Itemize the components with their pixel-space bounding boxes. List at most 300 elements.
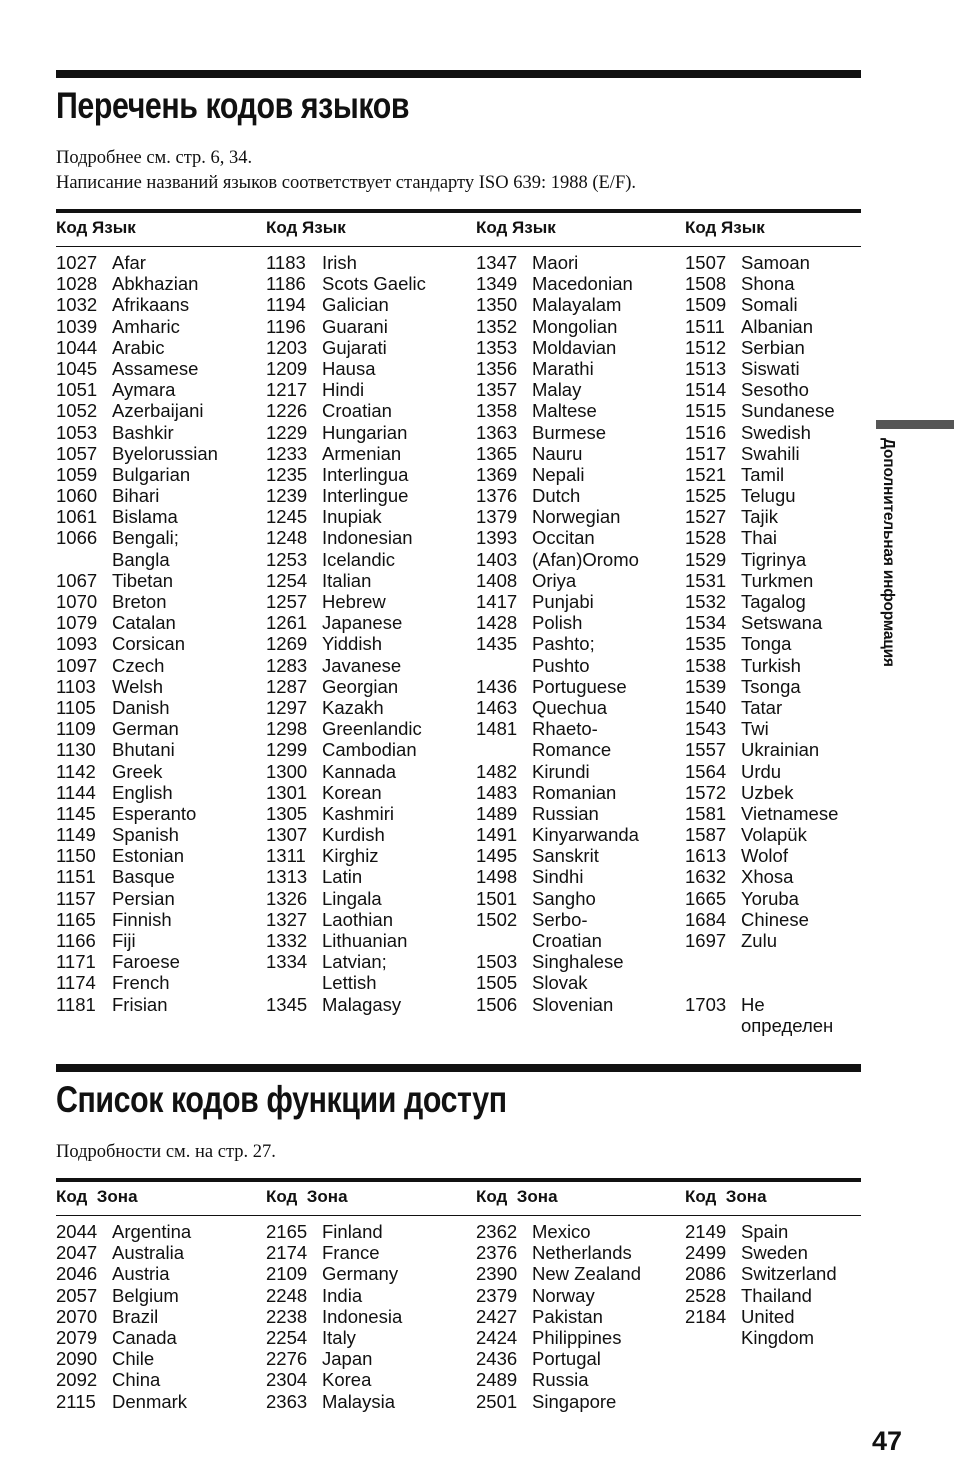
row-name: Hebrew xyxy=(322,591,386,612)
row-name: Polish xyxy=(532,612,583,634)
row-code: 1517 xyxy=(685,442,727,464)
row-name: Malaysia xyxy=(322,1390,395,1412)
table-row xyxy=(476,527,681,548)
table-row xyxy=(685,316,890,337)
row-name: Latvian; xyxy=(322,951,387,973)
table-row xyxy=(685,1263,890,1284)
table-row xyxy=(476,464,681,485)
languages-col-header: Код Язык xyxy=(266,218,346,237)
row-name: Shona xyxy=(741,273,795,295)
access-col-header: Код Зона xyxy=(685,1187,767,1206)
section-title-languages: Перечень кодов языков xyxy=(56,85,410,126)
row-code: 1376 xyxy=(476,485,518,507)
row-code: 1527 xyxy=(685,506,727,528)
table-row xyxy=(476,294,681,315)
row-code: 2390 xyxy=(476,1263,518,1285)
side-tab-label-text: Дополнительная информация xyxy=(880,438,897,667)
row-name: Uzbek xyxy=(741,781,794,803)
row-code: 1311 xyxy=(266,845,306,867)
table-row xyxy=(266,316,471,337)
table-row xyxy=(266,782,471,803)
table-row xyxy=(56,443,261,464)
table-row xyxy=(476,951,681,972)
row-name: Sundanese xyxy=(741,400,835,422)
table-row xyxy=(266,464,471,485)
table-row xyxy=(266,951,471,972)
row-name: Italy xyxy=(322,1326,356,1348)
row-code: 1581 xyxy=(685,802,727,824)
row-code: 1145 xyxy=(56,802,96,824)
table-row xyxy=(56,909,261,930)
row-name: Thailand xyxy=(741,1284,812,1306)
row-code: 1538 xyxy=(685,654,727,676)
row-code: 1463 xyxy=(476,696,518,718)
table-row xyxy=(56,422,261,443)
row-name: Malay xyxy=(532,379,582,401)
row-code: 2046 xyxy=(56,1263,98,1285)
row-name: Esperanto xyxy=(112,802,197,824)
row-code: 1508 xyxy=(685,273,727,295)
access-table-top-rule xyxy=(56,1178,861,1182)
row-name: Bangla xyxy=(112,548,170,570)
row-code: 1305 xyxy=(266,802,308,824)
row-code: 1066 xyxy=(56,527,98,549)
row-name: Inupiak xyxy=(322,506,382,528)
row-name: Rhaeto- xyxy=(532,718,598,740)
table-row xyxy=(56,379,261,400)
row-code: 1684 xyxy=(685,908,727,930)
row-code: 1313 xyxy=(266,866,308,888)
row-code: 1515 xyxy=(685,400,727,422)
row-name: Guarani xyxy=(322,315,388,337)
row-name: Croatian xyxy=(532,930,602,951)
row-name: Australia xyxy=(112,1242,184,1264)
row-code: 1209 xyxy=(266,357,308,379)
row-name: Turkmen xyxy=(741,569,814,591)
row-name: Bulgarian xyxy=(112,463,191,485)
row-code: 1417 xyxy=(476,591,518,612)
row-code: 1235 xyxy=(266,463,308,485)
table-row xyxy=(266,358,471,379)
row-code: 1183 xyxy=(266,252,306,273)
row-name: Telugu xyxy=(741,485,796,507)
row-code: 1257 xyxy=(266,591,308,612)
row-name: Albanian xyxy=(741,315,814,337)
table-row xyxy=(476,845,681,866)
table-row xyxy=(685,443,890,464)
table-row xyxy=(266,506,471,527)
row-name: Singhalese xyxy=(532,951,624,973)
table-row xyxy=(685,506,890,527)
row-name: Norway xyxy=(532,1284,595,1306)
table-row xyxy=(476,866,681,887)
table-row xyxy=(56,739,261,760)
table-row xyxy=(685,252,890,273)
row-name: Bislama xyxy=(112,506,178,528)
table-row xyxy=(56,930,261,951)
table-row xyxy=(685,400,890,421)
row-code: 1393 xyxy=(476,527,518,549)
table-row xyxy=(56,951,261,972)
row-code: 1248 xyxy=(266,527,308,549)
row-code: 1105 xyxy=(56,696,96,718)
row-code: 1531 xyxy=(685,569,727,591)
table-row xyxy=(56,676,261,697)
side-tab-marker xyxy=(876,420,954,429)
table-row xyxy=(266,1369,471,1390)
table-row xyxy=(56,1348,261,1369)
row-code: 1379 xyxy=(476,506,518,528)
row-code: 1298 xyxy=(266,718,308,740)
table-row xyxy=(476,506,681,527)
row-name: Kurdish xyxy=(322,824,385,846)
table-row xyxy=(685,888,890,909)
row-code: 1703 xyxy=(685,993,727,1015)
table-row xyxy=(266,294,471,315)
row-name: Tajik xyxy=(741,506,779,528)
table-row xyxy=(476,316,681,337)
row-code: 1061 xyxy=(56,506,98,528)
table-row xyxy=(266,252,471,273)
row-name: Byelorussian xyxy=(112,442,218,464)
row-code: 1358 xyxy=(476,400,518,422)
row-name: Welsh xyxy=(112,675,164,697)
table-row xyxy=(685,1242,890,1263)
row-name: Portuguese xyxy=(532,675,627,697)
row-name: Thai xyxy=(741,527,777,549)
row-code: 1498 xyxy=(476,866,518,888)
row-name: Punjabi xyxy=(532,591,594,612)
row-code: 2086 xyxy=(685,1263,727,1285)
table-row xyxy=(56,761,261,782)
row-name: French xyxy=(112,972,170,994)
table-row xyxy=(266,570,471,591)
table-row xyxy=(685,1015,890,1036)
table-row xyxy=(56,612,261,633)
row-code: 1067 xyxy=(56,569,98,591)
row-name: Chinese xyxy=(741,908,809,930)
row-name: Bashkir xyxy=(112,421,174,443)
table-row xyxy=(266,1327,471,1348)
row-name: Argentina xyxy=(112,1221,192,1242)
row-code: 2376 xyxy=(476,1242,518,1264)
table-row xyxy=(56,824,261,845)
row-code: 1057 xyxy=(56,442,98,464)
table-row xyxy=(476,1391,681,1412)
table-row xyxy=(476,1285,681,1306)
languages-col-header: Код Язык xyxy=(56,218,136,237)
row-name: Frisian xyxy=(112,993,168,1015)
row-name: Spain xyxy=(741,1221,789,1242)
row-code: 2379 xyxy=(476,1284,518,1306)
row-name: Amharic xyxy=(112,315,180,337)
row-name: Maori xyxy=(532,252,579,273)
row-code: 1196 xyxy=(266,315,306,337)
table-row xyxy=(685,464,890,485)
row-name: Indonesian xyxy=(322,527,413,549)
row-code: 1028 xyxy=(56,273,98,295)
row-name: Mexico xyxy=(532,1221,591,1242)
table-row xyxy=(685,591,890,612)
row-code: 2528 xyxy=(685,1284,727,1306)
row-name: Oriya xyxy=(532,569,577,591)
row-name: Siswati xyxy=(741,357,800,379)
table-row xyxy=(266,676,471,697)
row-code: 1150 xyxy=(56,845,96,867)
table-row xyxy=(56,1263,261,1284)
row-code: 1032 xyxy=(56,294,98,316)
row-code: 1525 xyxy=(685,485,727,507)
access-header-rule xyxy=(56,1215,861,1216)
table-row xyxy=(56,972,261,993)
row-name: Norwegian xyxy=(532,506,621,528)
row-code: 1253 xyxy=(266,548,308,570)
row-code: 1436 xyxy=(476,675,518,697)
row-code: 2238 xyxy=(266,1305,308,1327)
table-row xyxy=(685,697,890,718)
row-name: Brazil xyxy=(112,1305,159,1327)
table-row xyxy=(685,570,890,591)
row-name: Singapore xyxy=(532,1390,617,1412)
table-row xyxy=(266,1391,471,1412)
row-name: Arabic xyxy=(112,336,165,358)
row-name: Icelandic xyxy=(322,548,396,570)
table-row xyxy=(56,570,261,591)
row-name: Spanish xyxy=(112,824,179,846)
table-row xyxy=(685,633,890,654)
row-name: Lithuanian xyxy=(322,930,408,951)
table-row xyxy=(266,1306,471,1327)
row-code: 1233 xyxy=(266,442,308,464)
row-code: 1506 xyxy=(476,993,518,1015)
table-row xyxy=(476,1327,681,1348)
table-row xyxy=(266,1221,471,1242)
row-code: 1332 xyxy=(266,930,308,951)
row-name: Urdu xyxy=(741,760,782,782)
row-code: 1053 xyxy=(56,421,98,443)
row-name: определен xyxy=(741,1014,834,1036)
row-code: 1052 xyxy=(56,400,98,422)
row-code: 1070 xyxy=(56,591,98,612)
row-name: Portugal xyxy=(532,1348,601,1370)
row-code: 2276 xyxy=(266,1348,308,1370)
row-code: 1528 xyxy=(685,527,727,549)
row-name: Switzerland xyxy=(741,1263,837,1285)
table-row xyxy=(266,739,471,760)
row-name: Philippines xyxy=(532,1326,622,1348)
row-name: Aymara xyxy=(112,379,176,401)
row-name: Faroese xyxy=(112,951,180,973)
row-code: 1203 xyxy=(266,336,308,358)
table-row xyxy=(266,866,471,887)
access-intro: Подробности см. на стр. 27. xyxy=(56,1142,276,1162)
row-name: Somali xyxy=(741,294,798,316)
row-name: Zulu xyxy=(741,930,777,951)
row-code: 2499 xyxy=(685,1242,727,1264)
row-name: Armenian xyxy=(322,442,402,464)
table-row xyxy=(266,337,471,358)
table-row xyxy=(476,1263,681,1284)
row-name: Japanese xyxy=(322,612,403,634)
row-name: Netherlands xyxy=(532,1242,632,1264)
table-row xyxy=(476,273,681,294)
table-row xyxy=(56,655,261,676)
row-code: 2489 xyxy=(476,1369,518,1391)
table-row xyxy=(56,845,261,866)
row-code: 1149 xyxy=(56,824,96,846)
row-code: 1109 xyxy=(56,718,96,740)
row-name: Tsonga xyxy=(741,675,801,697)
row-name: Chile xyxy=(112,1348,155,1370)
table-row xyxy=(266,761,471,782)
row-code: 1352 xyxy=(476,315,518,337)
row-name: Austria xyxy=(112,1263,170,1285)
table-row xyxy=(56,549,261,570)
table-row xyxy=(476,337,681,358)
row-code: 1532 xyxy=(685,591,727,612)
table-row xyxy=(266,697,471,718)
table-row xyxy=(266,972,471,993)
row-code: 1482 xyxy=(476,760,518,782)
languages-column xyxy=(266,252,471,1015)
section-title-access: Список кодов функции доступ xyxy=(56,1079,507,1120)
table-row xyxy=(266,633,471,654)
row-code: 2149 xyxy=(685,1221,727,1242)
row-code: 1534 xyxy=(685,612,727,634)
row-name: Malagasy xyxy=(322,993,402,1015)
table-row xyxy=(476,697,681,718)
row-code: 1144 xyxy=(56,781,96,803)
row-name: Tamil xyxy=(741,463,785,485)
row-code: 1093 xyxy=(56,633,98,655)
row-name: Kashmiri xyxy=(322,802,394,824)
row-code: 1044 xyxy=(56,336,98,358)
table-row xyxy=(685,909,890,930)
table-row xyxy=(685,972,890,993)
row-code: 1353 xyxy=(476,336,518,358)
row-code: 1483 xyxy=(476,781,518,803)
row-code: 1505 xyxy=(476,972,518,994)
row-name: Sanskrit xyxy=(532,845,599,867)
row-name: Volapük xyxy=(741,824,807,846)
row-code: 1229 xyxy=(266,421,308,443)
row-code: 1060 xyxy=(56,485,98,507)
row-name: Afrikaans xyxy=(112,294,190,316)
table-row xyxy=(685,1327,890,1348)
row-name: Latin xyxy=(322,866,363,888)
row-name: Azerbaijani xyxy=(112,400,204,422)
table-row xyxy=(476,252,681,273)
row-code: 1564 xyxy=(685,760,727,782)
row-code: 1540 xyxy=(685,696,727,718)
row-name: Czech xyxy=(112,654,165,676)
table-row xyxy=(685,782,890,803)
table-row xyxy=(476,655,681,676)
table-row xyxy=(685,994,890,1015)
row-name: Kirghiz xyxy=(322,845,379,867)
row-name: Cambodian xyxy=(322,739,417,761)
row-code: 1535 xyxy=(685,633,727,655)
row-code: 1513 xyxy=(685,357,727,379)
table-row xyxy=(476,549,681,570)
row-name: Maltese xyxy=(532,400,597,422)
row-name: Romanian xyxy=(532,781,617,803)
row-code: 1157 xyxy=(56,887,96,909)
row-name: Laothian xyxy=(322,908,393,930)
row-code: 1194 xyxy=(266,294,306,316)
row-name: Swahili xyxy=(741,442,800,464)
row-name: New Zealand xyxy=(532,1263,642,1285)
table-row xyxy=(685,930,890,951)
row-name: Yiddish xyxy=(322,633,382,655)
row-code: 1300 xyxy=(266,760,308,782)
row-code: 1334 xyxy=(266,951,308,973)
row-name: Hindi xyxy=(322,379,365,401)
row-name: Canada xyxy=(112,1326,177,1348)
row-code: 1587 xyxy=(685,824,727,846)
table-row xyxy=(476,676,681,697)
table-row xyxy=(266,930,471,951)
row-name: Sesotho xyxy=(741,379,809,401)
row-name: Marathi xyxy=(532,357,594,379)
table-row xyxy=(685,485,890,506)
access-col-header: Код Зона xyxy=(266,1187,348,1206)
row-name: Croatian xyxy=(322,400,392,422)
row-code: 2090 xyxy=(56,1348,98,1370)
row-name: Irish xyxy=(322,252,357,273)
row-code: 2174 xyxy=(266,1242,308,1264)
table-row xyxy=(685,294,890,315)
table-row xyxy=(685,612,890,633)
row-name: Korean xyxy=(322,781,382,803)
row-code: 1403 xyxy=(476,548,518,570)
table-row xyxy=(56,506,261,527)
row-name: Germany xyxy=(322,1263,399,1285)
table-row xyxy=(56,1391,261,1412)
row-code: 2184 xyxy=(685,1305,727,1327)
row-name: Mongolian xyxy=(532,315,618,337)
table-row xyxy=(476,761,681,782)
row-code: 2248 xyxy=(266,1284,308,1306)
row-code: 1051 xyxy=(56,379,98,401)
row-name: Pakistan xyxy=(532,1305,603,1327)
table-row xyxy=(476,909,681,930)
access-column xyxy=(266,1221,471,1412)
row-name: Wolof xyxy=(741,845,788,867)
row-code: 2070 xyxy=(56,1305,98,1327)
row-name: Sindhi xyxy=(532,866,584,888)
row-code: 1103 xyxy=(56,675,96,697)
table-row xyxy=(685,358,890,379)
row-code: 1269 xyxy=(266,633,308,655)
row-code: 1521 xyxy=(685,463,727,485)
table-row xyxy=(266,888,471,909)
row-code: 1665 xyxy=(685,887,727,909)
table-row xyxy=(685,866,890,887)
row-code: 1097 xyxy=(56,654,98,676)
row-code: 2057 xyxy=(56,1284,98,1306)
row-name: India xyxy=(322,1284,363,1306)
table-row xyxy=(476,443,681,464)
table-row xyxy=(56,697,261,718)
row-code: 1697 xyxy=(685,930,727,951)
row-name: Pashto; xyxy=(532,633,595,655)
row-name: Russian xyxy=(532,802,599,824)
table-row xyxy=(56,1369,261,1390)
row-code: 1186 xyxy=(266,273,306,295)
row-code: 1408 xyxy=(476,569,518,591)
table-row xyxy=(685,273,890,294)
